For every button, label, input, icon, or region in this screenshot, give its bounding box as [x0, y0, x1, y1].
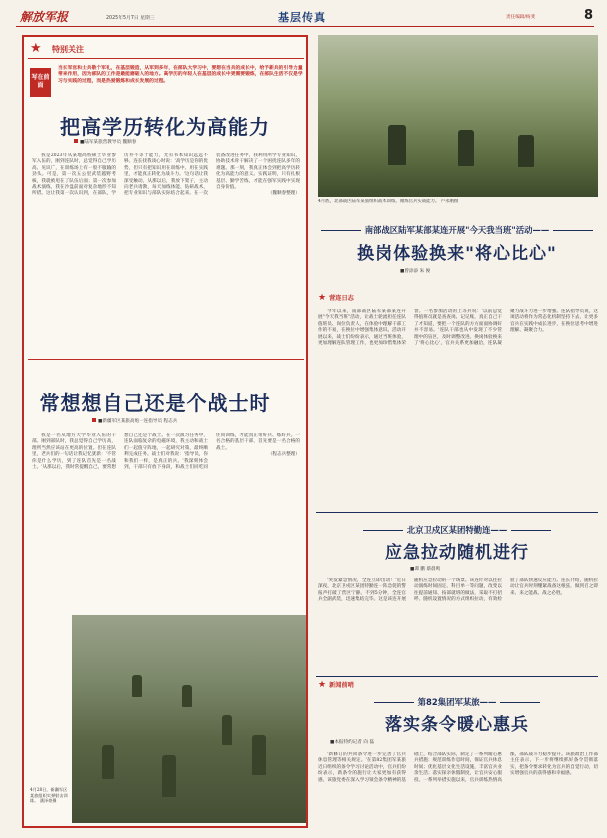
article-2-byline: [92, 418, 177, 424]
issue-date: 2025年5月7日 星期三: [106, 16, 155, 21]
article-1-title: 把高学历转化为高能力: [60, 115, 270, 139]
column-label-2: [318, 679, 354, 692]
column-label-1: [318, 292, 354, 305]
star-icon: ★: [318, 293, 327, 303]
soldier-figure: [102, 745, 114, 779]
story-2-text: '突发紧急情况，全连立即出动！'近日深夜，北京卫戍区某团特勤连一阵急促的警报声打破了营区宁静。不到5分钟，全连官兵全副武装，迅速集结完毕。这是该连开展随机应急拉动的一个场景。该连针对以往拉动演练时间固定、科目单一等问题，改变以往提前通知、按部就班的做法，采取不打招呼、随机设置情况的方式组织拉动，有效检验了部队快速反应能力。连长介绍，随机拉动让官兵时刻绷紧战备这根弦，做到召之即来、来之能战、战之必胜。: [318, 578, 598, 603]
soldier-figure: [252, 735, 266, 775]
story-1-byline: [400, 268, 430, 274]
soldier-figure: [458, 130, 474, 166]
story-3-byline: [330, 739, 374, 745]
article-2-sign: （程志兵整理）: [267, 452, 300, 458]
article-1-body: [32, 153, 300, 349]
divider: [316, 512, 598, 513]
story-3-title: 落实条令暖心惠兵: [385, 715, 529, 735]
square-icon: [92, 418, 96, 422]
soldier-figure: [162, 755, 176, 797]
masthead: [16, 7, 594, 27]
special-feature-box: [22, 35, 308, 828]
divider: [316, 676, 598, 677]
column-label-1-text: 营连日志: [329, 295, 354, 302]
soldier-figure: [132, 675, 142, 697]
feature-header: [28, 41, 304, 59]
story-3-kicker: 第82集团军某旅——: [316, 696, 598, 708]
story-1-body: [318, 309, 598, 505]
story-2-body: [318, 578, 598, 668]
photo-caption: 4月28日，新疆军区某旅组织实弹射击训练。 潘泽豪摄: [30, 787, 68, 804]
story-1-kicker: 南部战区陆军某部某连开展"今天我当班"活动——: [316, 224, 598, 236]
story-2-byline: [410, 566, 440, 572]
article-1-byline: [74, 139, 136, 145]
page-number: 8: [584, 8, 594, 23]
soldier-figure: [388, 125, 406, 165]
soldier-figure: [222, 715, 232, 745]
column-label-2-text: 新闻前哨: [329, 682, 354, 689]
intro-badge: 写在前面: [30, 68, 51, 97]
article-1-text: 我是2023年从某地高校硕士毕业参军入伍的，刚到连队时，总觉得自己学历高、见识广，在训练场上有一股不服输的劲头。可是，第一次五公里武装越野考核，我就被甩在了队伍后面；第一次参加战术演练，我在沙盘前面对复杂地形不知所措。这让我第一次认识到，在部队，学历并不等于能力，光有书本知识远远不够。连长找我谈心时说：'高学历是你的优势，但只有把知识用在训练中、用在实践里，才能真正转化为战斗力。'这句话让我深受触动。从那以后，我放下架子，主动向老兵请教，每天加练体能、钻研战术，把专业知识与部队实际结合起来。在一次装备改进任务中，我利用所学专业知识，协助技术骨干解决了一个困扰连队多年的难题。那一刻，我真正体会到把高学历转化为高能力的意义。实践证明，只有扎根基层、勤学苦练，才能在强军实践中实现自身价值。: [32, 153, 300, 197]
story-3-author: ■本报特约记者 向 磊: [330, 740, 375, 745]
story-3-text: '新修订的共同条令进一步完善了官兵休息管理等相关规定。'在第82集团军某旅近日组织的条令学习讨论活动中，官兵们纷纷表示，新条令的施行让大家更加有获得感。该旅党委在深入学习领会条令精神的基础上，结合部队实际，制定了一系列暖心惠兵措施：规范训练作息时间，保证官兵休息时间；优化基层文化生活设施，丰富官兵业余生活；落实探亲休假制度，让官兵安心服役。一系列举措实施以来，官兵训练热情高涨，部队战斗力稳步提升。该旅政治工作部主任表示，下一步将继续抓好条令贯彻落实，把条令要求转化为官兵的自觉行动，切实增强官兵的获得感和幸福感。: [318, 752, 598, 783]
soldiers-photo: [72, 615, 306, 823]
story-2-kicker: 北京卫戍区某团特勤连——: [316, 524, 598, 536]
article-2-title: 常想想自己还是个战士时: [39, 391, 271, 415]
story-1-author: ■曾添添 朱 俊: [400, 269, 431, 274]
feature-intro: 当长军官和士兵敬个军礼，在基层锻造，从军到多年，在部队大学习中，要想在当兵的成长中，给予新兵的引导力量带来作用，因为部队的工作是最能磨砺人的地方。高学历的年轻人在基层的成长中更需要锻炼，在部队生活不仅是学习与实践的过程，而是热爱锻炼和成长发展的过程。: [58, 65, 303, 84]
soldier-figure: [182, 685, 192, 707]
story-2-author: ■谭 鹏 蔡晨鸣: [410, 567, 441, 572]
newspaper-logo: 解放军报: [20, 10, 69, 24]
training-photo: [318, 35, 598, 197]
article-2-author: ■新疆军区某旅高炮一连指导员 程志兵: [98, 419, 178, 424]
training-photo-caption: 4月底，北部战区陆军某旅组织战术训练，锤炼官兵实战能力。 卢永刚摄: [318, 199, 459, 204]
divider: [28, 359, 304, 360]
article-2-text: 我是一名从地方大学毕业入伍的干部。刚到部队时，我总觉得自己学历高，理所当然应该站在更高的位置。但在连队里，老兵们的一句话让我记忆犹新：'不管你是什么学历，到了连队首先是一名战士。'从那以后，我时常提醒自己，要常想想自己还是个战士。在一次演习任务中，连队面临复杂的电磁环境，我主动和战士们一起值守阵地，一起研究对策，最终顺利完成任务。战士们对我说：'指导员，你和我们一样，是真正的兵。'我深刻体会到，干部只有放下身段，和战士们同吃同住同训练，才能真正带好兵、练好兵。一名合格的基层干部，首先要是一名合格的战士。: [32, 433, 300, 471]
star-icon: ★: [318, 680, 327, 690]
star-icon: ★: [30, 41, 42, 56]
article-1-sign: （魏顺春整理）: [267, 191, 300, 197]
story-2-title: 应急拉动随机进行: [385, 543, 529, 563]
story-3-body: [318, 752, 598, 832]
page-editor: 责任编辑/杨斐: [506, 15, 536, 20]
story-1-title: 换岗体验换来"将心比心": [357, 244, 557, 264]
soldier-figure: [518, 135, 534, 167]
square-icon: [74, 139, 78, 143]
article-1-author: ■陆军某旅营教导员 魏顺春: [80, 140, 137, 145]
story-1-text: 今年以来，南部战区陆军某部某连开展"今天我当班"活动，让战士轮流担任连队值班员、岗位负责人，在体验中理解干部工作的不易，在换位中增强集体意识。活动开展以来，战士们纷纷表示，通过当班体验，更加理解连队管理工作，也更加珍惜集体荣誉。一名参加活动的上等兵说：'以前总觉得值班员就是查查岗、记记账，真正自己干了才知道，要把一个连队的方方面面协调好并不容易。'连队干部也从中发现了不少管理中的盲区，及时调整改进。换岗体验换来了'将心比心'，官兵关系更加融洽，连队凝聚力战斗力进一步增强。连队指导员说，这项活动将作为常态化机制坚持下去，让更多官兵在实践中成长进步，在换位思考中增进理解、凝聚合力。: [318, 309, 598, 347]
article-2-body: [32, 433, 300, 605]
section-title: 基层传真: [278, 11, 326, 24]
feature-tag: 特别关注: [52, 45, 84, 54]
